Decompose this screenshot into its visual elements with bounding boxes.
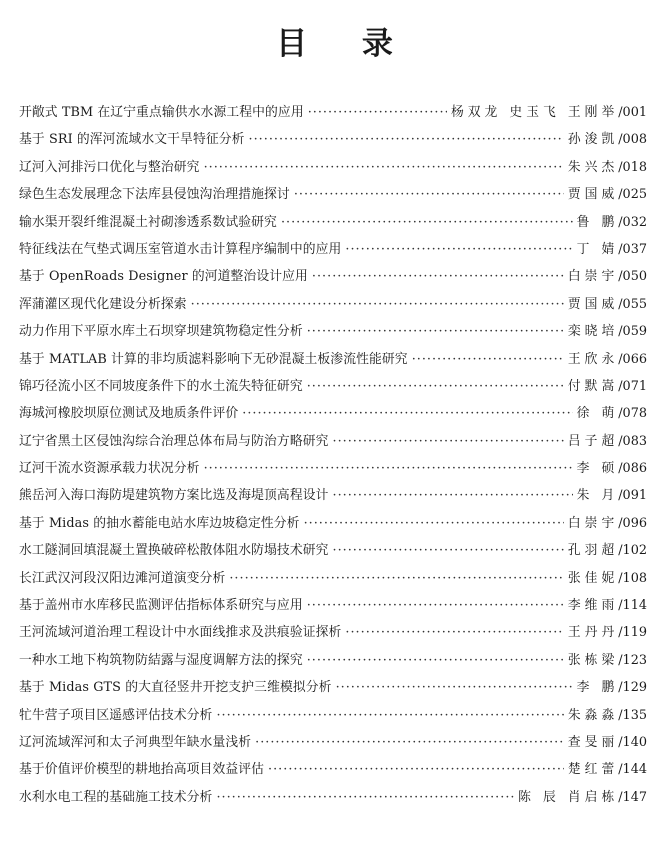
entry-authors: 贾国威 xyxy=(567,187,619,203)
toc-entry[interactable] xyxy=(19,482,647,509)
entry-page-number: /055 xyxy=(618,296,647,312)
entry-page-number: /086 xyxy=(618,461,647,477)
toc-entry[interactable] xyxy=(19,318,647,345)
entry-page-number: /083 xyxy=(618,433,647,449)
entry-authors: 朱 月 xyxy=(576,488,619,504)
entry-page-number: /008 xyxy=(618,132,647,148)
dot-leader xyxy=(304,510,564,537)
dot-leader xyxy=(268,756,564,783)
entry-page-number: /032 xyxy=(618,214,647,230)
entry-title: 输水渠开裂纤维混凝土衬砌渗透系数试验研究 xyxy=(19,214,277,230)
toc-entry[interactable] xyxy=(19,209,647,236)
entry-page-number: /129 xyxy=(618,680,647,696)
entry-authors: 朱淼淼 xyxy=(567,707,619,723)
entry-title: 基于价值评价模型的耕地抬高项目效益评估 xyxy=(19,762,265,778)
entry-authors: 鲁 鹏 xyxy=(576,214,619,230)
toc-entry[interactable] xyxy=(19,263,647,290)
entry-authors: 查旻丽 xyxy=(567,734,619,750)
entry-title: 基于盖州市水库移民监测评估指标体系研究与应用 xyxy=(19,598,303,614)
entry-page-number: /078 xyxy=(618,406,647,422)
dot-leader xyxy=(412,346,564,373)
entry-page-number: /050 xyxy=(618,269,647,285)
entry-authors: 陈 辰 肖启栋 xyxy=(518,789,619,805)
dot-leader xyxy=(249,126,564,153)
dot-leader xyxy=(307,318,564,345)
toc-entry[interactable] xyxy=(19,291,647,318)
toc-entry[interactable] xyxy=(19,565,647,592)
entry-title: 牤牛营子项目区遥感评估技术分析 xyxy=(19,707,213,723)
entry-page-number: /140 xyxy=(618,734,647,750)
entry-authors: 贾国威 xyxy=(567,296,619,312)
entry-title: 熊岳河入海口海防堤建筑物方案比选及海堤顶高程设计 xyxy=(19,488,329,504)
entry-title: 辽宁省黑土区侵蚀沟综合治理总体布局与防治方略研究 xyxy=(19,433,329,449)
entry-title: 王河流域河道治理工程设计中水面线推求及洪痕验证探析 xyxy=(19,625,342,641)
dot-leader xyxy=(216,702,563,729)
entry-authors: 李 硕 xyxy=(576,461,619,477)
toc-entry[interactable] xyxy=(19,154,647,181)
dot-leader xyxy=(204,154,564,181)
entry-title: 一种水工地下构筑物防結露与湿度调解方法的探究 xyxy=(19,652,303,668)
dot-leader xyxy=(242,400,572,427)
toc-entry[interactable] xyxy=(19,647,647,674)
toc-entry[interactable] xyxy=(19,784,647,811)
toc-entry[interactable] xyxy=(19,756,647,783)
entry-authors: 徐 萌 xyxy=(576,406,619,422)
toc-entry[interactable] xyxy=(19,99,647,126)
toc-entry[interactable] xyxy=(19,619,647,646)
entry-authors: 白崇宇 xyxy=(567,269,619,285)
table-of-contents xyxy=(19,99,647,811)
entry-authors: 杨双龙 史玉飞 王刚举 xyxy=(450,105,619,120)
dot-leader xyxy=(333,537,564,564)
entry-title: 浑蒲灌区现代化建设分析探索 xyxy=(19,296,187,312)
toc-entry[interactable] xyxy=(19,455,647,482)
toc-entry[interactable] xyxy=(19,346,647,373)
dot-leader xyxy=(229,565,564,592)
entry-authors: 孙浚凯 xyxy=(567,132,619,148)
entry-page-number: /123 xyxy=(618,652,647,668)
entry-authors: 楚红蕾 xyxy=(567,762,619,778)
toc-entry[interactable] xyxy=(19,373,647,400)
entry-authors: 孔羽超 xyxy=(567,543,619,559)
dot-leader xyxy=(307,647,564,674)
dot-leader xyxy=(191,291,564,318)
entry-title: 基于 SRI 的浑河流域水文干旱特征分析 xyxy=(19,132,245,148)
entry-title: 绿色生态发展理念下法库县侵蚀沟治理措施探讨 xyxy=(19,187,290,203)
entry-title: 锦巧径流小区不同坡度条件下的水土流失特征研究 xyxy=(19,378,303,394)
entry-title: 基于 Midas 的抽水蓄能电站水库边坡稳定性分析 xyxy=(19,515,300,531)
entry-title: 辽河入河排污口优化与整治研究 xyxy=(19,159,200,175)
entry-title: 特征线法在气垫式调压室管道水击计算程序编制中的应用 xyxy=(19,241,342,257)
toc-entry[interactable] xyxy=(19,537,647,564)
entry-authors: 王丹丹 xyxy=(567,625,619,641)
entry-page-number: /135 xyxy=(618,707,647,723)
entry-title: 动力作用下平原水库土石坝穿坝建筑物稳定性分析 xyxy=(19,324,303,340)
entry-authors: 付默嵩 xyxy=(567,378,619,394)
entry-title: 基于 Midas GTS 的大直径竖井开挖支护三维模拟分析 xyxy=(19,680,332,696)
dot-leader xyxy=(345,619,563,646)
toc-entry[interactable] xyxy=(19,428,647,455)
entry-page-number: /091 xyxy=(618,488,647,504)
dot-leader xyxy=(333,482,573,509)
page-title: 目 录 xyxy=(276,26,415,62)
dot-leader xyxy=(333,428,564,455)
entry-title: 水工隧洞回填混凝土置换破碎松散体阻水防塌技术研究 xyxy=(19,543,329,559)
entry-authors: 李 鹏 xyxy=(576,680,619,696)
entry-page-number: /114 xyxy=(618,598,647,614)
entry-authors: 吕子超 xyxy=(567,433,619,449)
entry-authors: 张佳妮 xyxy=(567,570,619,586)
entry-page-number: /059 xyxy=(618,324,647,340)
entry-page-number: /144 xyxy=(618,762,647,778)
entry-page-number: /066 xyxy=(618,351,647,367)
toc-entry[interactable] xyxy=(19,181,647,208)
entry-title: 辽河流域浑河和太子河典型年缺水量浅析 xyxy=(19,734,252,750)
entry-page-number: /018 xyxy=(618,159,647,175)
entry-authors: 王欣永 xyxy=(567,351,619,367)
entry-authors: 张栋梁 xyxy=(567,652,619,668)
entry-title: 长江武汉河段汉阳边滩河道演变分析 xyxy=(19,570,226,586)
entry-page-number: /096 xyxy=(618,515,647,531)
entry-page-number: /037 xyxy=(618,241,647,257)
toc-entry[interactable] xyxy=(19,702,647,729)
entry-authors: 朱兴杰 xyxy=(567,159,619,175)
entry-page-number: /102 xyxy=(618,543,647,559)
dot-leader xyxy=(281,209,573,236)
entry-authors: 栾晓培 xyxy=(567,324,619,340)
entry-page-number: /147 xyxy=(618,789,647,805)
dot-leader xyxy=(336,674,573,701)
entry-page-number: /119 xyxy=(618,625,647,641)
toc-entry[interactable] xyxy=(19,729,647,756)
toc-entry[interactable] xyxy=(19,592,647,619)
dot-leader xyxy=(307,592,564,619)
entry-page-number: /071 xyxy=(618,378,647,394)
entry-page-number: /001 xyxy=(618,105,647,120)
entry-authors: 李维雨 xyxy=(567,598,619,614)
dot-leader xyxy=(204,455,573,482)
dot-leader xyxy=(216,784,514,811)
entry-title: 开敞式 TBM 在辽宁重点输供水水源工程中的应用 xyxy=(19,105,304,120)
entry-title: 辽河干流水资源承载力状况分析 xyxy=(19,461,200,477)
entry-title: 基于 OpenRoads Designer 的河道整治设计应用 xyxy=(19,269,308,285)
entry-title: 基于 MATLAB 计算的非均质滤料影响下无砂混凝土板渗流性能研究 xyxy=(19,351,408,367)
toc-entry[interactable] xyxy=(19,674,647,701)
entry-authors: 丁 婧 xyxy=(576,241,619,257)
dot-leader xyxy=(308,99,447,126)
entry-title: 水利水电工程的基础施工技术分析 xyxy=(19,789,213,805)
toc-entry[interactable] xyxy=(19,510,647,537)
entry-authors: 白崇宇 xyxy=(567,515,619,531)
toc-entry[interactable] xyxy=(19,236,647,263)
toc-entry[interactable] xyxy=(19,126,647,153)
entry-title: 海城河橡胶坝原位测试及地质条件评价 xyxy=(19,406,239,422)
toc-entry[interactable] xyxy=(19,400,647,427)
dot-leader xyxy=(307,373,564,400)
dot-leader xyxy=(345,236,572,263)
dot-leader xyxy=(294,181,564,208)
entry-page-number: /025 xyxy=(618,187,647,203)
entry-page-number: /108 xyxy=(618,570,647,586)
dot-leader xyxy=(255,729,564,756)
dot-leader xyxy=(312,263,564,290)
